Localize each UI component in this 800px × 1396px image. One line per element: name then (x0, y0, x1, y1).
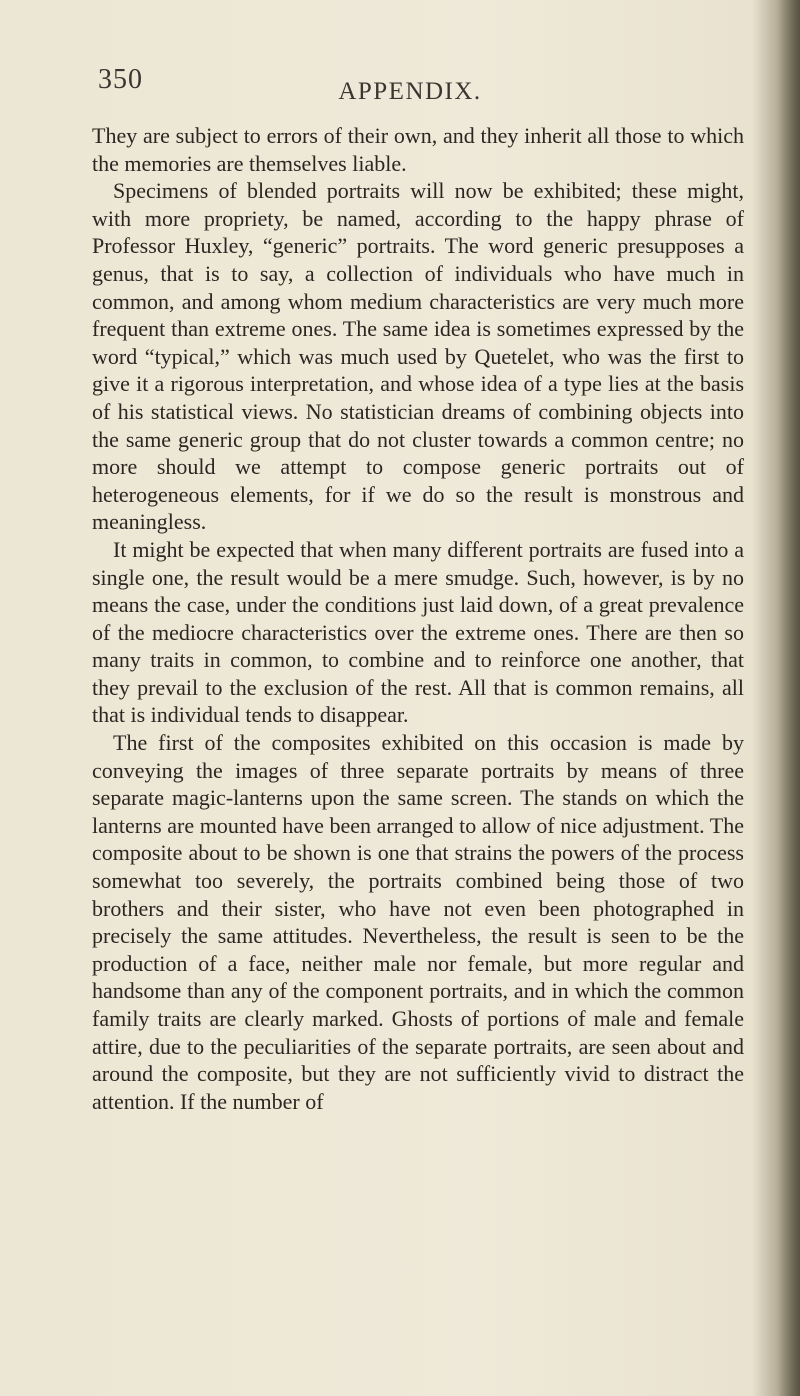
paragraph-1: They are subject to errors of their own, and they inherit all those to which the memories are themselves liable. (92, 123, 744, 176)
running-head: APPENDIX. (338, 78, 482, 105)
paragraph-2: Specimens of blended portraits will now be exhibited; these might, with more propriety, be named, according to the happy phrase of Professor Huxley, “generic” portraits. The word generic presupposes a genus, that is to say, a collection of individuals who have much in common, and among whom medium characteristics are very much more frequent than extreme ones. The same idea is sometimes expressed by the word “typical,” which was much used by Quetelet, who was the first to give it a rigorous interpretation, and whose idea of a type lies at the basis of his statistical views. No statistician dreams of combining objects into the same generic group that do not cluster towards a common centre; no more should we attempt to compose generic portraits out of heterogeneous elements, for if we do so the result is monstrous and meaningless. (92, 178, 744, 535)
paragraph-3: It might be expected that when many different portraits are fused into a single one, the result would be a mere smudge. Such, however, is by no means the case, under the conditions just laid down, of a great prevalence of the mediocre characteristics over the extreme ones. There are then so many traits in common, to combine and to reinforce one another, that they prevail to the exclusion of the rest. All that is common remains, all that is individual tends to disappear. (92, 536, 744, 728)
page-number: 350 (98, 64, 143, 95)
body-text (92, 122, 744, 1115)
binding-shadow (778, 0, 800, 1396)
paragraph-4: The first of the composites exhibited on this occasion is made by conveying the images of three separate portraits by means of three separate magic-lanterns upon the same screen. The stands on which the lanterns are mounted have been arranged to allow of nice adjustment. The composite about to be shown is one that strains the powers of the process somewhat too severely, the portraits combined being those of two brothers and their sister, who have not even been photographed in precisely the same attitudes. Nevertheless, the result is seen to be the production of a face, neither male nor female, but more regular and handsome than any of the component portraits, and in which the common family traits are clearly marked. Ghosts of portions of male and female attire, due to the peculiarities of the separate portraits, are seen about and around the composite, but they are not sufficiently vivid to distract the attention. If the number of (92, 730, 744, 1114)
